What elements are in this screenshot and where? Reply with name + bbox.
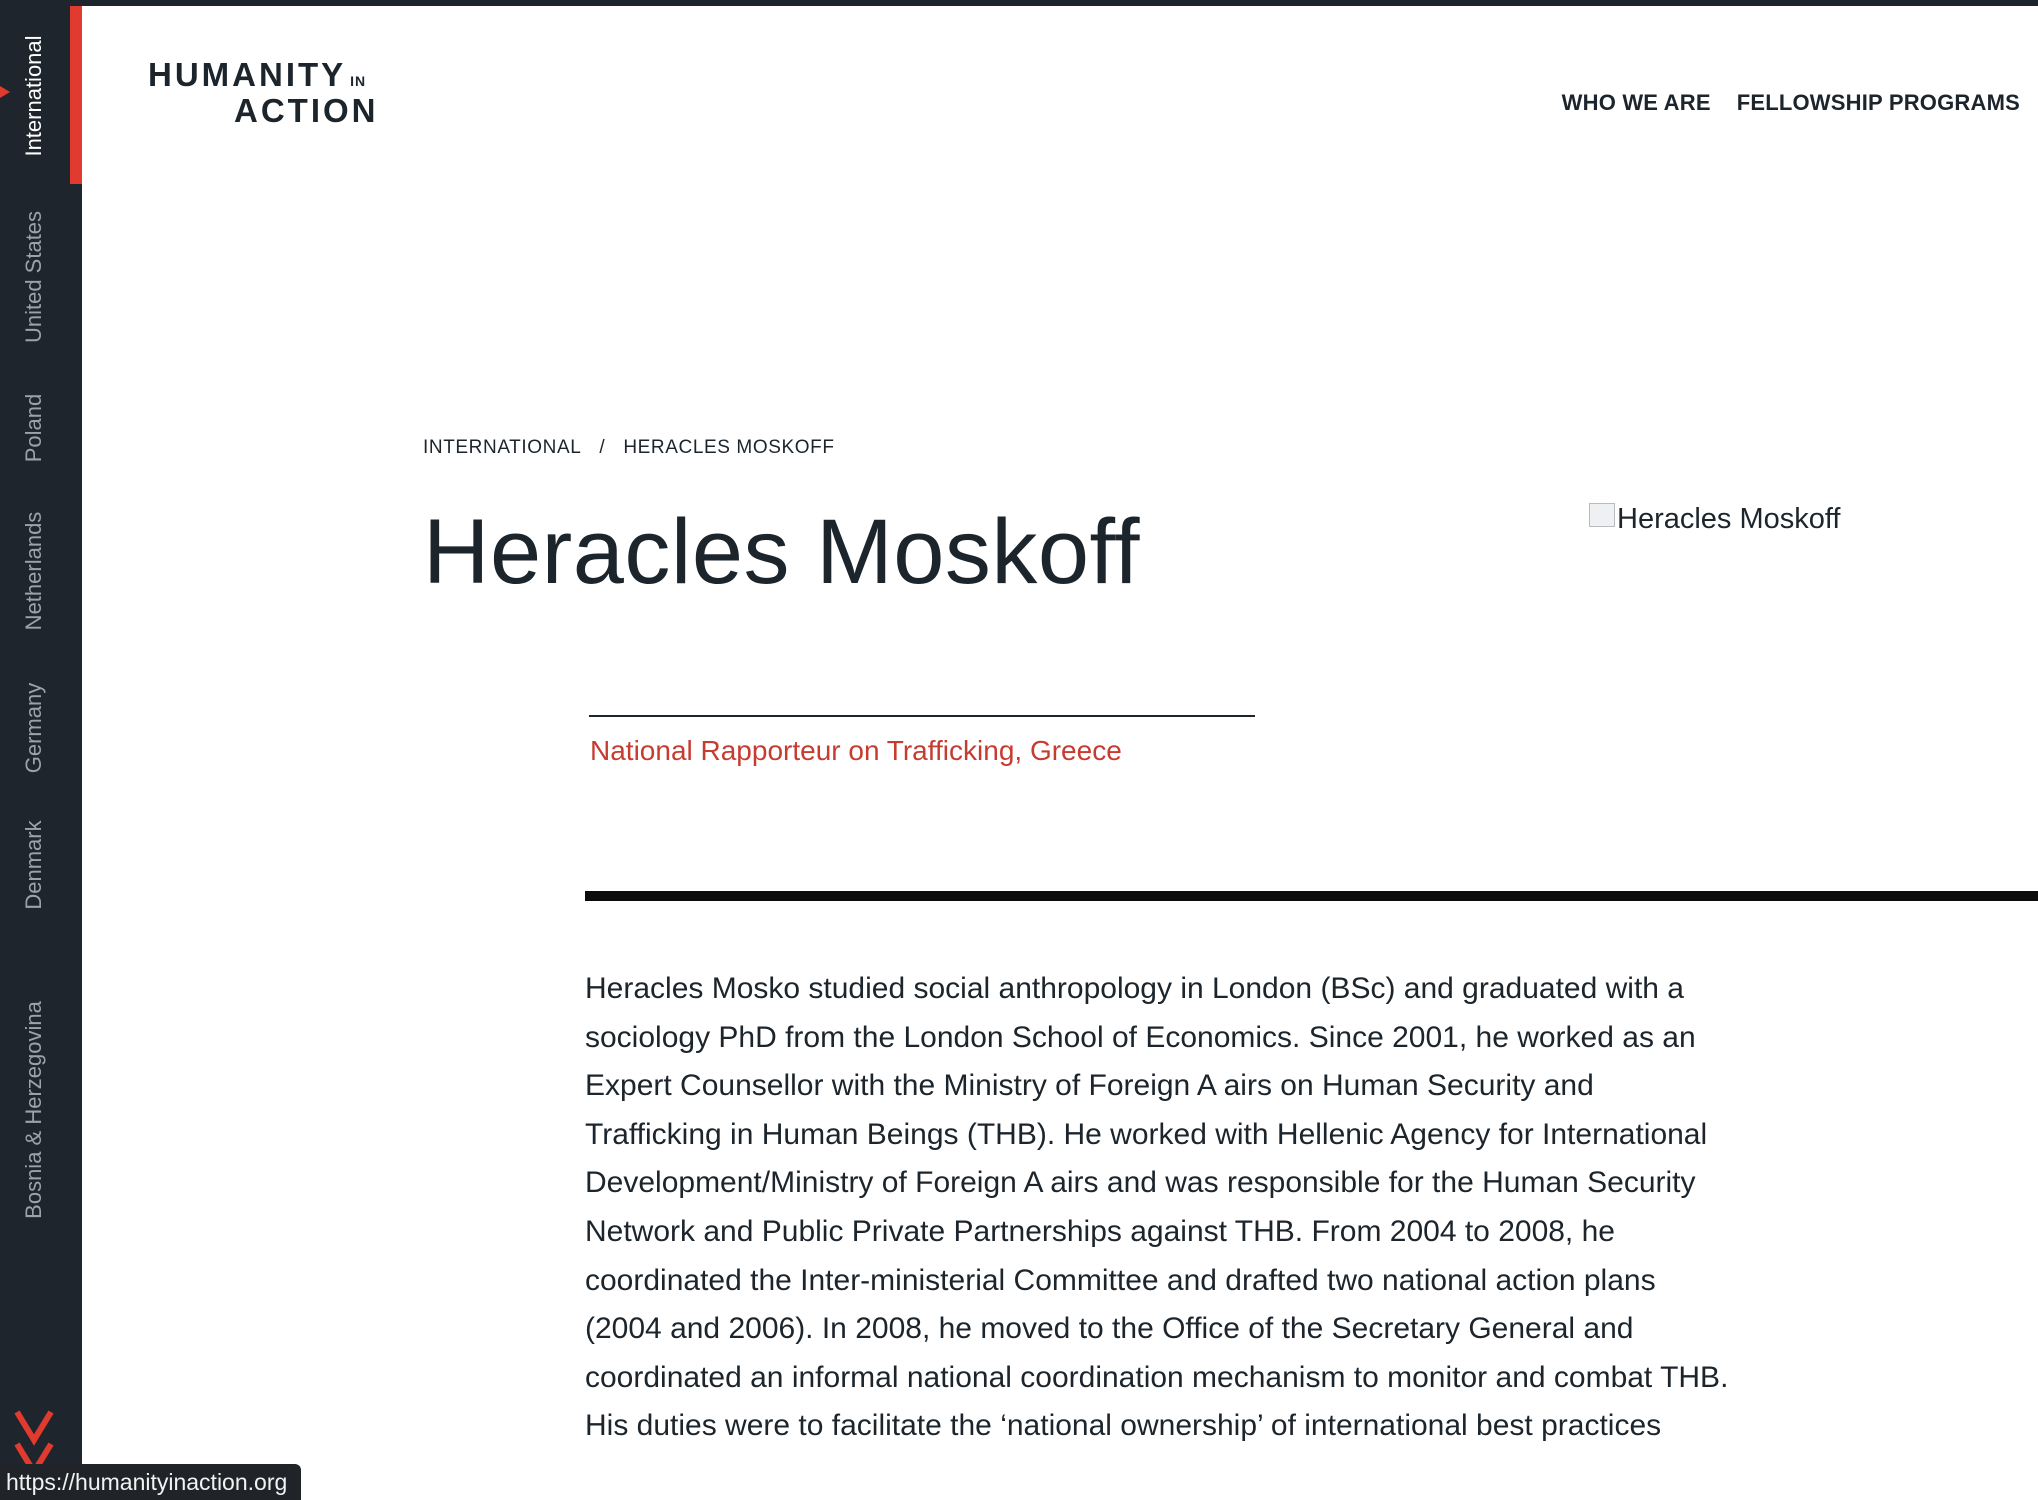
sidebar-item-united-states[interactable]: United States [21,210,46,344]
hia-mark-icon [14,1408,54,1468]
sidebar-item-netherlands[interactable]: Netherlands [21,511,46,631]
sidebar-item-bosnia-herzegovina[interactable]: Bosnia & Herzegovina [21,1001,46,1219]
logo-line-2: ACTION [234,92,379,129]
country-sidebar [0,0,82,1500]
bio-text: Heracles Mosko studied social anthropology in London (BSc) and graduated with a sociology PhD from the London School of Economics. Since 2001, he worked as an Expert Counsellor with the Ministry of Foreign A airs on Human Security and Trafficking in Human Beings (THB). He worked with Hellenic Agency for International Development/Ministry of Foreign A airs and was responsible for the Human Security Network and Public Private Partnerships against THB. From 2004 to 2008, he coordinated the Inter-ministerial Committee and drafted two national action plans (2004 and 2006). In 2008, he moved to the Office of the Secretary General and coordinated an informal national coordination mechanism to monitor and combat THB. His duties were to facilitate the ‘national ownership’ of international best practices [585,972,1729,1443]
active-indicator [70,6,82,184]
site-logo[interactable] [148,56,388,128]
breadcrumb-international[interactable]: INTERNATIONAL [423,437,582,458]
profile-photo [1589,503,1929,563]
sidebar-item-international[interactable]: International [21,35,46,157]
top-border [0,0,2038,6]
profile-photo-alt: Heracles Moskoff [1617,503,1841,535]
role-divider [589,715,1255,717]
logo-line-1: HUMANITY IN [148,56,367,93]
sidebar-item-germany[interactable]: Germany [21,682,46,774]
nav-fellowship-programs[interactable]: FELLOWSHIP PROGRAMS [1736,90,2020,115]
sidebar-item-denmark[interactable]: Denmark [21,820,46,910]
breadcrumb-separator: / [599,437,606,458]
main-nav [1562,90,2020,116]
link-status-bar: https://humanityinaction.org [0,1464,301,1500]
nav-who-we-are[interactable]: WHO WE ARE [1561,90,1711,115]
section-divider [585,891,2038,901]
active-caret-icon [0,86,10,98]
sidebar-item-poland[interactable]: Poland [21,393,46,463]
broken-image-icon [1589,503,1615,527]
page-title: Heracles Moskoff [423,501,1141,603]
breadcrumb [423,437,835,459]
profile-role: National Rapporteur on Trafficking, Greece [590,735,1122,766]
breadcrumb-current: HERACLES MOSKOFF [623,437,835,458]
